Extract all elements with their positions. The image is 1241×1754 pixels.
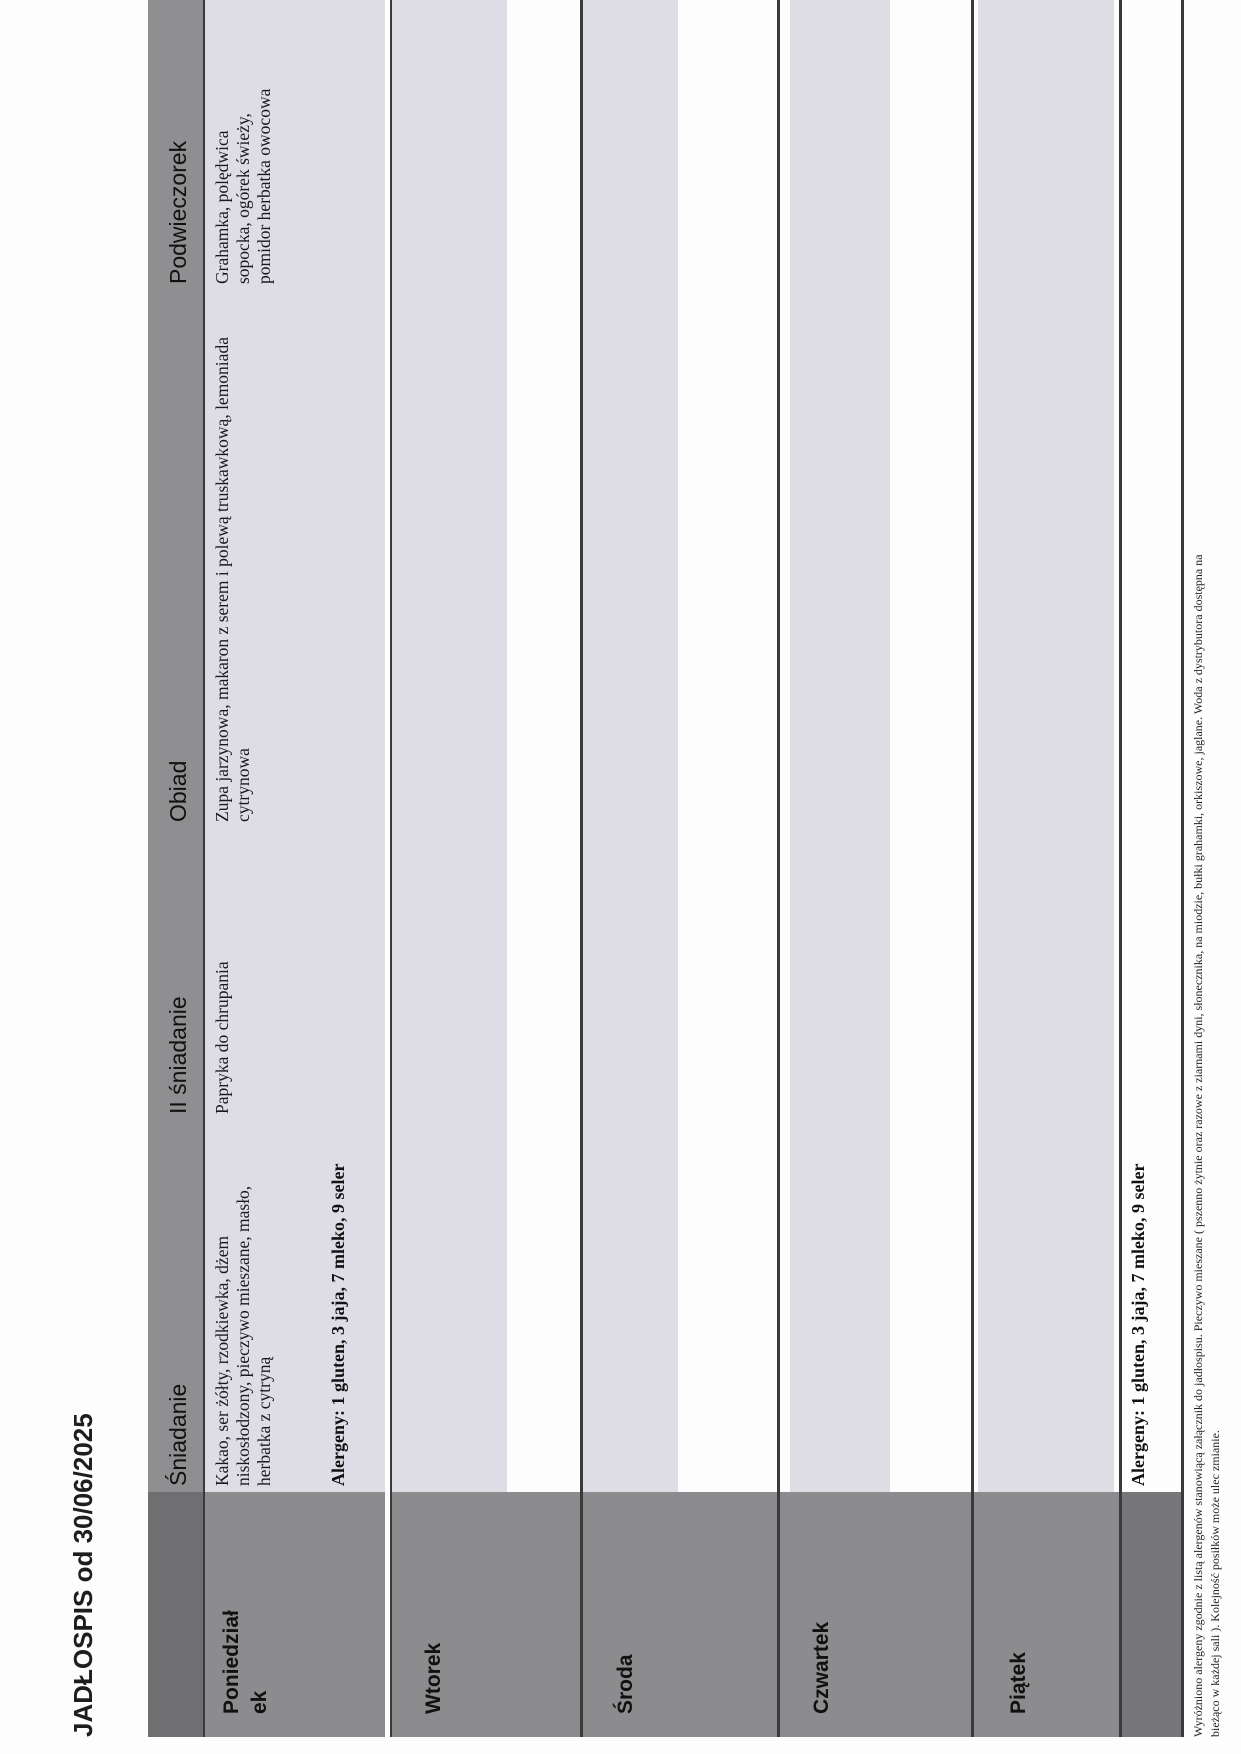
rule-after-monday bbox=[390, 0, 392, 1737]
row-band-thursday bbox=[790, 0, 890, 1492]
monday-afternoon-snack: Grahamka, polędwica sopocka, ogórek świeży, pomidor herbatka owocowa bbox=[212, 88, 274, 284]
rule-header bbox=[203, 0, 205, 1737]
rule-after-wednesday bbox=[777, 0, 780, 1737]
day-label-tuesday: Wtorek bbox=[422, 1642, 445, 1714]
bottom-allergens: Alergeny: 1 gluten, 3 jaja, 7 mleko, 9 seler bbox=[1128, 1163, 1148, 1486]
column-header-breakfast: Śniadanie bbox=[165, 1383, 191, 1486]
day-label-thursday: Czwartek bbox=[810, 1621, 833, 1714]
page-title: JADŁOSPIS od 30/06/2025 bbox=[68, 1413, 98, 1737]
day-label-friday: Piątek bbox=[1007, 1652, 1030, 1714]
row-band-wednesday bbox=[583, 0, 678, 1492]
footer-note-line-1: Wyróżniono alergeny zgodnie z listą alergenów stanowiącą załącznik do jadłospisu. Pieczywo mieszane ( pszenno żytnie oraz razowe z ziarnami dyni, słonecznika, na miodzie, bułki grahamki, orkiszowe, jaglane. Woda z dystrybutora dostępna na bbox=[1191, 554, 1205, 1737]
day-cell-bottom bbox=[1121, 1492, 1181, 1737]
column-header-lunch: Obiad bbox=[165, 760, 191, 822]
rule-after-friday bbox=[1119, 0, 1122, 1737]
header-corner bbox=[148, 1492, 203, 1737]
monday-allergens: Alergeny: 1 gluten, 3 jaja, 7 mleko, 9 seler bbox=[328, 1163, 348, 1486]
monday-second-breakfast: Papryka do chrupania bbox=[212, 961, 232, 1114]
day-label-monday: Poniedział ek bbox=[220, 1610, 271, 1714]
column-header-afternoon-snack: Podwieczorek bbox=[165, 140, 191, 284]
monday-breakfast: Kakao, ser żółty, rzodkiewka, dżem niskosłodzony, pieczywo mieszane, masło, herbatka z cytryną bbox=[212, 1185, 274, 1486]
rule-after-tuesday bbox=[580, 0, 583, 1737]
row-band-friday bbox=[978, 0, 1114, 1492]
footer-note-line-2: bieżąco w każdej sali ). Kolejność posiłków może ulec zmianie. bbox=[1208, 1430, 1222, 1737]
monday-lunch: Zupa jarzynowa, makaron z serem i polewą truskawkową, lemoniada cytrynowa bbox=[212, 337, 253, 822]
day-label-wednesday: Środa bbox=[614, 1654, 637, 1714]
rule-after-thursday bbox=[971, 0, 974, 1737]
row-band-tuesday bbox=[392, 0, 507, 1492]
rule-bottom bbox=[1181, 0, 1184, 1737]
day-cell-friday bbox=[973, 1492, 1121, 1737]
column-header-second-breakfast: II śniadanie bbox=[165, 996, 191, 1114]
